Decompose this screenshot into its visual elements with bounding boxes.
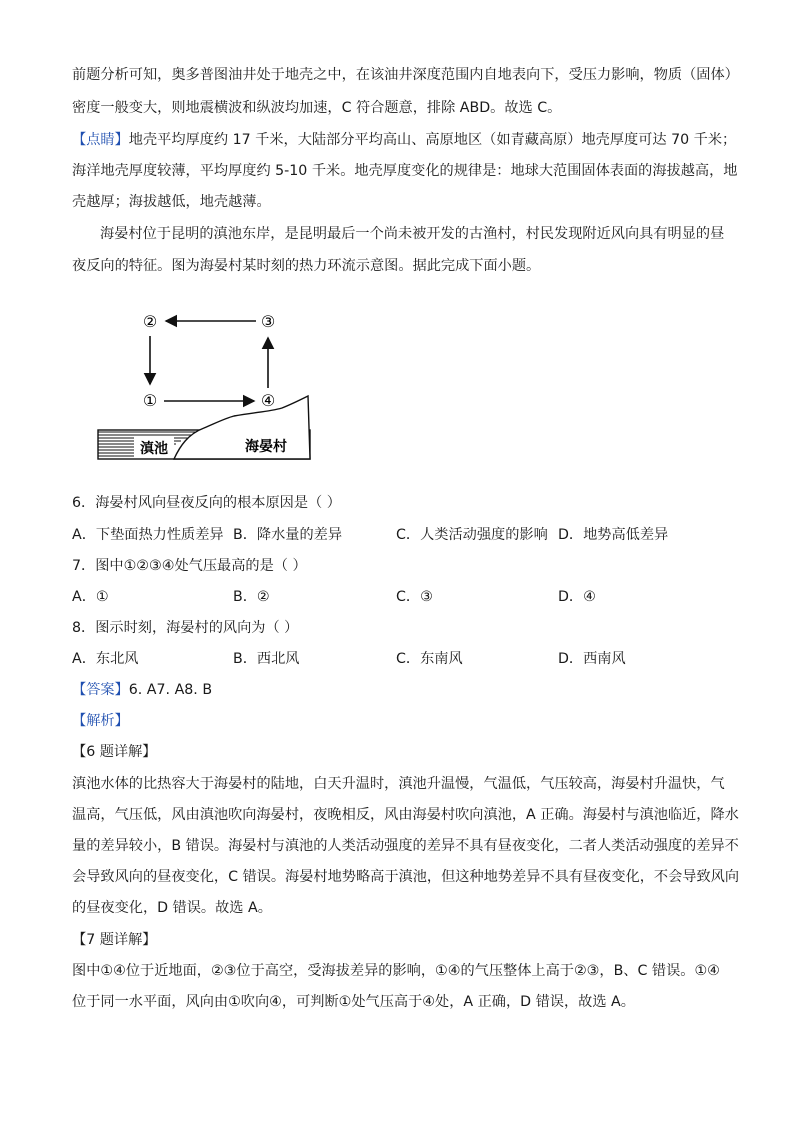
- tip-line-2: 海洋地壳厚度较薄，平均厚度约 5-10 千米。地壳厚度变化的规律是：地球大范围固体表面的海拔越高，地: [72, 163, 738, 179]
- passage-line-2: 夜反向的特征。图为海晏村某时刻的热力环流示意图。据此完成下面小题。: [72, 258, 541, 274]
- point-1-label: ①: [142, 391, 158, 410]
- q6-option-c: C．人类活动强度的影响: [396, 527, 548, 543]
- q7-option-d: D．④: [558, 589, 596, 605]
- q7-detail-line-2: 位于同一水平面，风向由①吹向④，可判断①处气压高于④处，A 正确，D 错误，故选 A。: [72, 994, 635, 1010]
- q6-option-a: A．下垫面热力性质差异: [72, 527, 224, 543]
- q8-option-b: B．西北风: [233, 651, 300, 667]
- tip-line-1: [72, 130, 736, 150]
- passage-line-1: 海晏村位于昆明的滇池东岸，是昆明最后一个尚未被开发的古渔村，村民发现附近风向具有明显的昼: [100, 226, 725, 242]
- thermal-circulation-diagram: [96, 300, 316, 460]
- point-4-label: ④: [260, 391, 276, 410]
- q8-option-d: D．西南风: [558, 651, 626, 667]
- village-land: [174, 396, 310, 459]
- tip-text-1: 地壳平均厚度约 17 千米，大陆部分平均高山、高原地区（如青藏高原）地壳厚度可达 70 千米；: [128, 132, 737, 148]
- q6-detail-heading: 【6 题详解】: [72, 744, 157, 760]
- q6-detail-line-2: 温高，气压低，风由滇池吹向海晏村，夜晚相反，风由海晏村吹向滇池，A 正确。海晏村与滇池临近，降水: [72, 807, 739, 823]
- q7-option-c: C．③: [396, 589, 433, 605]
- q7-detail-line-1: 图中①④位于近地面，②③位于高空，受海拔差异的影响，①④的气压整体上高于②③，B、C 错误。①④: [72, 963, 720, 979]
- q6-option-b: B．降水量的差异: [233, 527, 343, 543]
- q6-detail-line-4: 会导致风向的昼夜变化，C 错误。海晏村地势略高于滇池，但这种地势差异不具有昼夜变化，不会导致风向: [72, 869, 740, 885]
- answer-line: [72, 680, 212, 700]
- q6-detail-line-3: 量的差异较小，B 错误。海晏村与滇池的人类活动强度的差异不具有昼夜变化，二者人类活动强度的差异不: [72, 838, 739, 854]
- answer-label: 【答案】: [72, 682, 129, 698]
- q8-option-c: C．东南风: [396, 651, 463, 667]
- village-label: 海晏村: [245, 439, 287, 455]
- intro-line-1: 前题分析可知，奥多普图油井处于地壳之中，在该油井深度范围内自地表向下，受压力影响，物质（固体）: [72, 67, 739, 83]
- q6-option-d: D．地势高低差异: [558, 527, 669, 543]
- q6-detail-line-5: 的昼夜变化，D 错误。故选 A。: [72, 900, 272, 916]
- point-2-label: ②: [142, 312, 158, 331]
- q7-detail-heading: 【7 题详解】: [72, 932, 157, 948]
- tip-label: 【点睛】: [72, 132, 129, 148]
- analysis-label: 【解析】: [72, 713, 129, 729]
- point-3-label: ③: [260, 312, 276, 331]
- lake-label: 滇池: [140, 441, 168, 457]
- q7-option-a: A．①: [72, 589, 109, 605]
- question-6-stem: 6．海晏村风向昼夜反向的根本原因是（ ）: [72, 495, 341, 511]
- question-8-stem: 8．图示时刻，海晏村的风向为（ ）: [72, 620, 299, 636]
- answer-text: 6. A7. A8. B: [128, 682, 213, 698]
- question-7-stem: 7．图中①②③④处气压最高的是（ ）: [72, 558, 307, 574]
- q8-option-a: A．东北风: [72, 651, 139, 667]
- q6-detail-line-1: 滇池水体的比热容大于海晏村的陆地，白天升温时，滇池升温慢，气温低，气压较高，海晏村升温快，气: [72, 776, 725, 792]
- intro-line-2: 密度一般变大，则地震横波和纵波均加速，C 符合题意，排除 ABD。故选 C。: [72, 100, 562, 116]
- q7-option-b: B．②: [233, 589, 270, 605]
- tip-line-3: 壳越厚；海拔越低，地壳越薄。: [72, 194, 271, 210]
